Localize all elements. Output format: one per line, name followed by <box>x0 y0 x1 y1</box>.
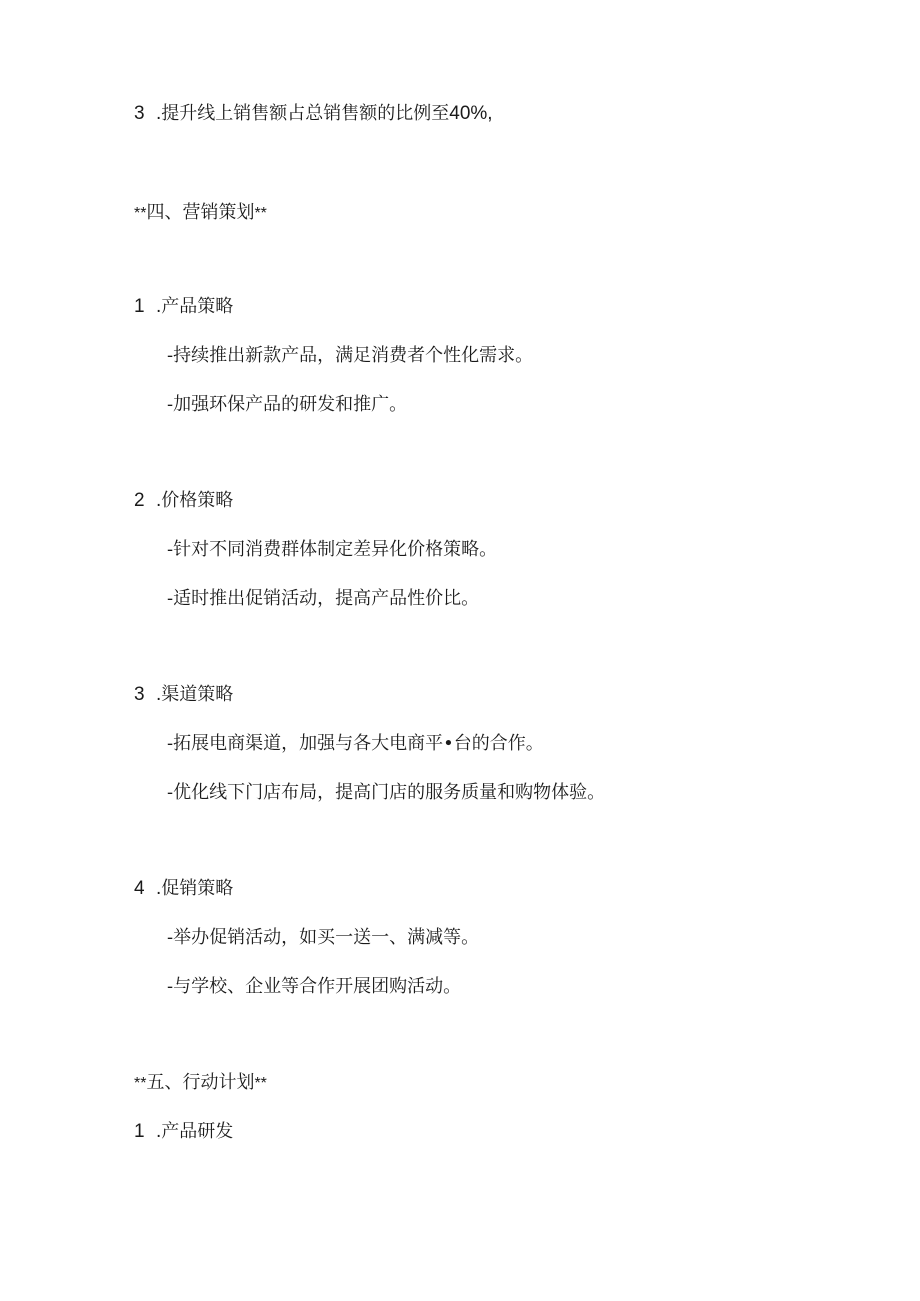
list-dot: . <box>156 296 162 317</box>
bullet-item: -拓展电商渠道，加强与各大电商平•台的合作。 <box>167 733 544 754</box>
action-item-1 <box>134 1120 233 1144</box>
goal-value: 40%, <box>449 103 493 124</box>
bullet-item: -持续推出新款产品，满足消费者个性化需求。 <box>167 345 534 366</box>
list-dot: . <box>156 878 162 899</box>
list-number: 3 <box>134 684 145 705</box>
bullet-item: -加强环保产品的研发和推广。 <box>167 394 408 415</box>
strategy-title: 价格策略 <box>161 490 234 511</box>
list-number: 1 <box>134 1121 145 1142</box>
list-dot: . <box>156 1121 162 1142</box>
strategy-item-2 <box>134 489 233 513</box>
heading-asterisks-close: ** <box>254 1075 267 1092</box>
heading-asterisks-open: ** <box>134 1075 147 1092</box>
section-4-heading <box>134 201 267 225</box>
list-number: 4 <box>134 878 145 899</box>
action-title: 产品研发 <box>161 1121 234 1142</box>
list-dot: . <box>156 490 162 511</box>
strategy-item-1 <box>134 295 233 319</box>
strategy-item-3 <box>134 683 233 707</box>
bullet-item: -举办促销活动，如买一送一、满减等。 <box>167 927 480 948</box>
goal-item-3 <box>134 102 493 126</box>
strategy-title: 促销策略 <box>161 878 234 899</box>
list-number: 3 <box>134 103 145 124</box>
strategy-item-4 <box>134 877 233 901</box>
bullet-item: -针对不同消费群体制定差异化价格策略。 <box>167 539 498 560</box>
bullet-item: -适时推出促销活动，提高产品性价比。 <box>167 588 480 609</box>
section-4-title: 四、营销策划 <box>146 202 255 223</box>
section-5-title: 五、行动计划 <box>146 1072 255 1093</box>
bullet-item: -与学校、企业等合作开展团购活动。 <box>167 976 462 997</box>
section-5-heading <box>134 1071 267 1095</box>
heading-asterisks-close: ** <box>254 205 267 222</box>
goal-text: 提升线上销售额占总销售额的比例至 <box>161 103 450 124</box>
bullet-item: -优化线下门店布局，提高门店的服务质量和购物体验。 <box>167 782 606 803</box>
heading-asterisks-open: ** <box>134 205 147 222</box>
strategy-title: 产品策略 <box>161 296 234 317</box>
list-number: 2 <box>134 490 145 511</box>
list-number: 1 <box>134 296 145 317</box>
strategy-title: 渠道策略 <box>161 684 234 705</box>
list-dot: . <box>156 684 162 705</box>
list-dot: . <box>156 103 162 124</box>
